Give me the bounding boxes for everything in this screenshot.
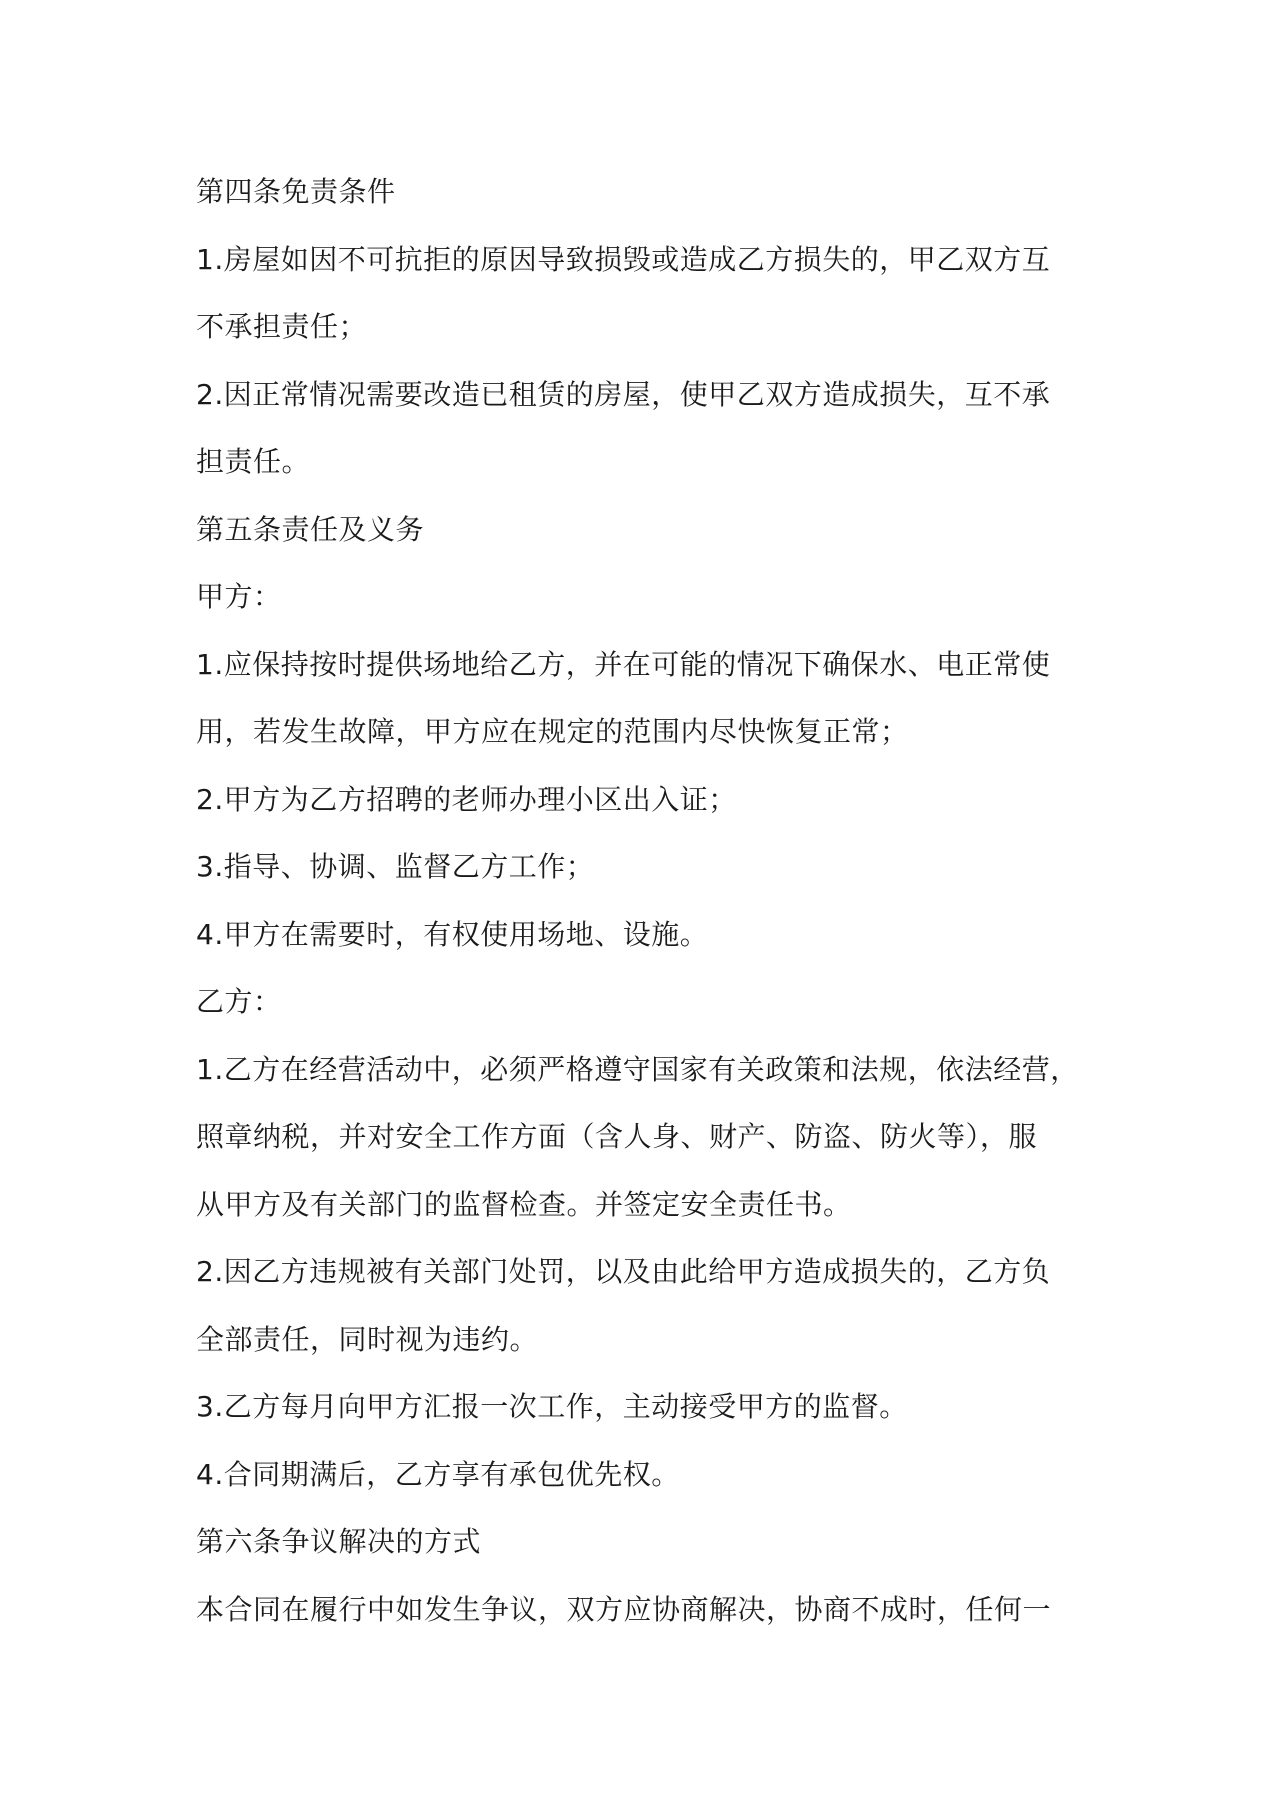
paragraph-line: 照章纳税，并对安全工作方面（含人身、财产、防盗、防火等），服 (196, 1120, 1038, 1153)
section-heading-5: 第五条责任及义务 (196, 512, 425, 546)
paragraph-line: 不承担责任； (196, 310, 368, 343)
paragraph-line: 4.甲方在需要时，有权使用场地、设施。 (196, 917, 709, 951)
paragraph-line: 担责任。 (196, 445, 311, 478)
section-heading-4: 第四条免责条件 (196, 175, 396, 208)
paragraph-line: 1.乙方在经营活动中，必须严格遵守国家有关政策和法规，依法经营， (196, 1052, 1079, 1086)
paragraph-line: 1.房屋如因不可抗拒的原因导致损毁或造成乙方损失的，甲乙双方互 (196, 242, 1051, 276)
paragraph-line: 3.乙方每月向甲方汇报一次工作，主动接受甲方的监督。 (196, 1390, 908, 1423)
paragraph-line: 4.合同期满后，乙方享有承包优先权。 (196, 1457, 680, 1491)
paragraph-line: 从甲方及有关部门的监督检查。并签定安全责任书。 (196, 1187, 852, 1221)
paragraph-line: 2.因正常情况需要改造已租赁的房屋，使甲乙双方造成损失，互不承 (196, 377, 1051, 411)
party-a-label: 甲方： (196, 580, 282, 613)
paragraph-line: 本合同在履行中如发生争议，双方应协商解决，协商不成时，任何一 (196, 1592, 1052, 1626)
section-heading-6: 第六条争议解决的方式 (196, 1525, 482, 1558)
paragraph-line: 1.应保持按时提供场地给乙方，并在可能的情况下确保水、电正常使 (196, 647, 1051, 681)
document-page (196, 158, 1096, 1643)
paragraph-line: 3.指导、协调、监督乙方工作； (196, 850, 595, 883)
paragraph-line: 用，若发生故障，甲方应在规定的范围内尽快恢复正常； (196, 715, 909, 748)
paragraph-line: 2.因乙方违规被有关部门处罚，以及由此给甲方造成损失的，乙方负 (196, 1255, 1051, 1288)
party-b-label: 乙方： (196, 985, 282, 1018)
paragraph-line: 全部责任，同时视为违约。 (196, 1322, 539, 1356)
paragraph-line: 2.甲方为乙方招聘的老师办理小区出入证； (196, 782, 737, 816)
